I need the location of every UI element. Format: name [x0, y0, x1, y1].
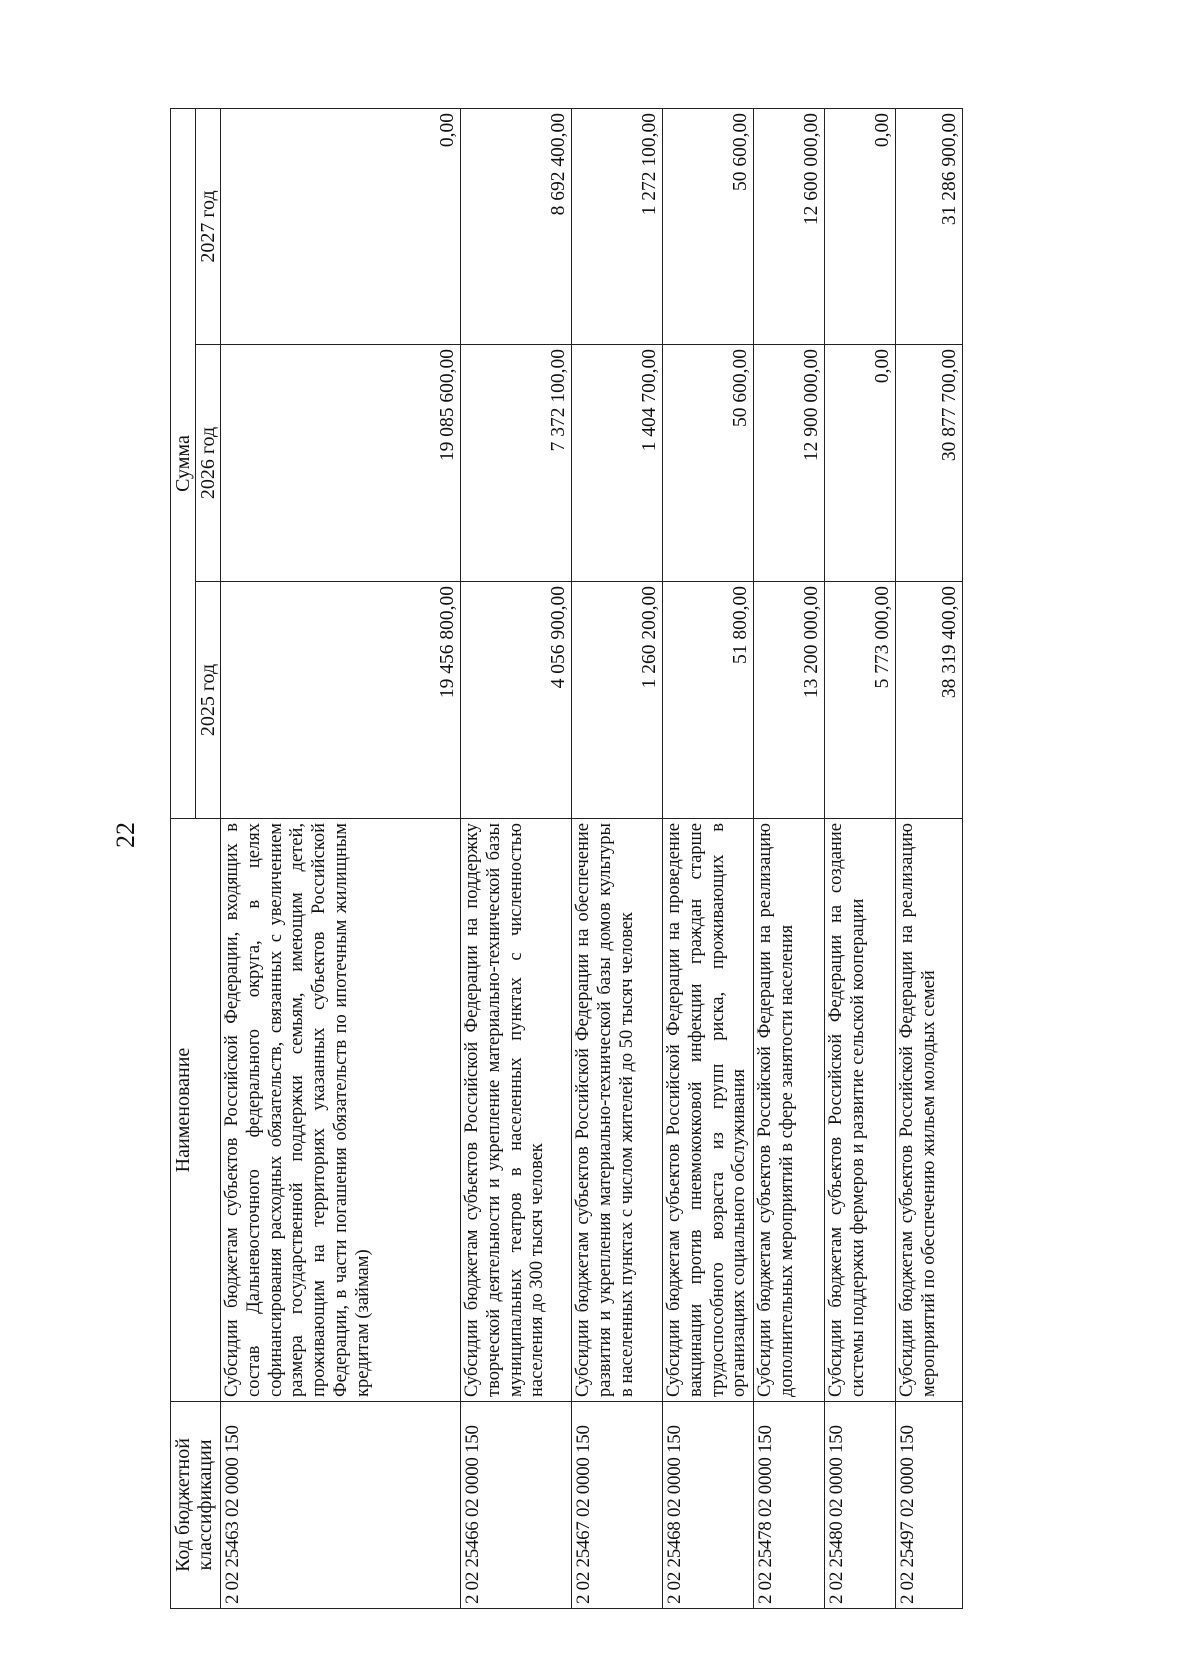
table-row [572, 108, 663, 1608]
row-2027: 1 272 100,00 [572, 108, 663, 344]
row-2025: 51 800,00 [663, 582, 754, 819]
row-2025: 19 456 800,00 [221, 582, 461, 819]
row-code: 2 02 25467 02 0000 150 [572, 1402, 663, 1609]
header-sum: Сумма [171, 108, 196, 818]
row-2025: 38 319 400,00 [896, 582, 963, 819]
row-2026: 7 372 100,00 [461, 345, 572, 582]
table-row [896, 108, 963, 1608]
row-code: 2 02 25466 02 0000 150 [461, 1402, 572, 1609]
row-2025: 4 056 900,00 [461, 582, 572, 819]
rotated-table-container [170, 109, 1050, 1609]
row-name: Субсидии бюджетам субъектов Российской Федерации на проведение вакцинации против пневмококковой инфекции граждан старше трудоспособного возраста из групп риска, проживающих в организациях социального обслуживания [663, 819, 754, 1402]
header-2026: 2026 год [196, 345, 221, 582]
row-code: 2 02 25463 02 0000 150 [221, 1402, 461, 1609]
row-2026: 12 900 000,00 [754, 345, 825, 582]
table-row [663, 108, 754, 1608]
header-name: Наименование [171, 819, 221, 1402]
row-name: Субсидии бюджетам субъектов Российской Федерации на реализацию мероприятий по обеспечению жильем молодых семей [896, 819, 963, 1402]
row-code: 2 02 25468 02 0000 150 [663, 1402, 754, 1609]
row-code: 2 02 25497 02 0000 150 [896, 1402, 963, 1609]
row-2025: 13 200 000,00 [754, 582, 825, 819]
row-2027: 8 692 400,00 [461, 108, 572, 344]
page-number: 22 [111, 822, 140, 848]
row-2025: 5 773 000,00 [825, 582, 896, 819]
row-2026: 30 877 700,00 [896, 345, 963, 582]
header-2027: 2027 год [196, 108, 221, 344]
row-2026: 1 404 700,00 [572, 345, 663, 582]
budget-table [170, 108, 963, 1609]
table-row [825, 108, 896, 1608]
table-row [221, 108, 461, 1608]
header-2025: 2025 год [196, 582, 221, 819]
header-code: Код бюджетной классификации [171, 1402, 221, 1609]
row-name: Субсидии бюджетам субъектов Российской Федерации на реализацию дополнительных мероприятий в сфере занятости населения [754, 819, 825, 1402]
row-code: 2 02 25480 02 0000 150 [825, 1402, 896, 1609]
row-2027: 50 600,00 [663, 108, 754, 344]
row-name: Субсидии бюджетам субъектов Российской Федерации на создание системы поддержки фермеров и развитие сельской кооперации [825, 819, 896, 1402]
row-2026: 19 085 600,00 [221, 345, 461, 582]
row-2027: 0,00 [825, 108, 896, 344]
row-2027: 12 600 000,00 [754, 108, 825, 344]
row-2025: 1 260 200,00 [572, 582, 663, 819]
table-row [754, 108, 825, 1608]
row-2026: 0,00 [825, 345, 896, 582]
row-2027: 0,00 [221, 108, 461, 344]
row-name: Субсидии бюджетам субъектов Российской Федерации на поддержку творческой деятельности и укрепление материально-технической базы муниципальных театров в населенных пунктах с численностью населения до 300 тысяч человек [461, 819, 572, 1402]
table-row [461, 108, 572, 1608]
row-2027: 31 286 900,00 [896, 108, 963, 344]
row-2026: 50 600,00 [663, 345, 754, 582]
row-code: 2 02 25478 02 0000 150 [754, 1402, 825, 1609]
row-name: Субсидии бюджетам субъектов Российской Федерации, входящих в состав Дальневосточного федерального округа, в целях софинансирования расходных обязательств, связанных с увеличением размера государственной поддержки семьям, имеющим детей, проживающим на территориях указанных субъектов Российской Федерации, в части погашения обязательств по ипотечным жилищным кредитам (займам) [221, 819, 461, 1402]
row-name: Субсидии бюджетам субъектов Российской Федерации на обеспечение развития и укрепления материально-технической базы домов культуры в населенных пунктах с числом жителей до 50 тысяч человек [572, 819, 663, 1402]
